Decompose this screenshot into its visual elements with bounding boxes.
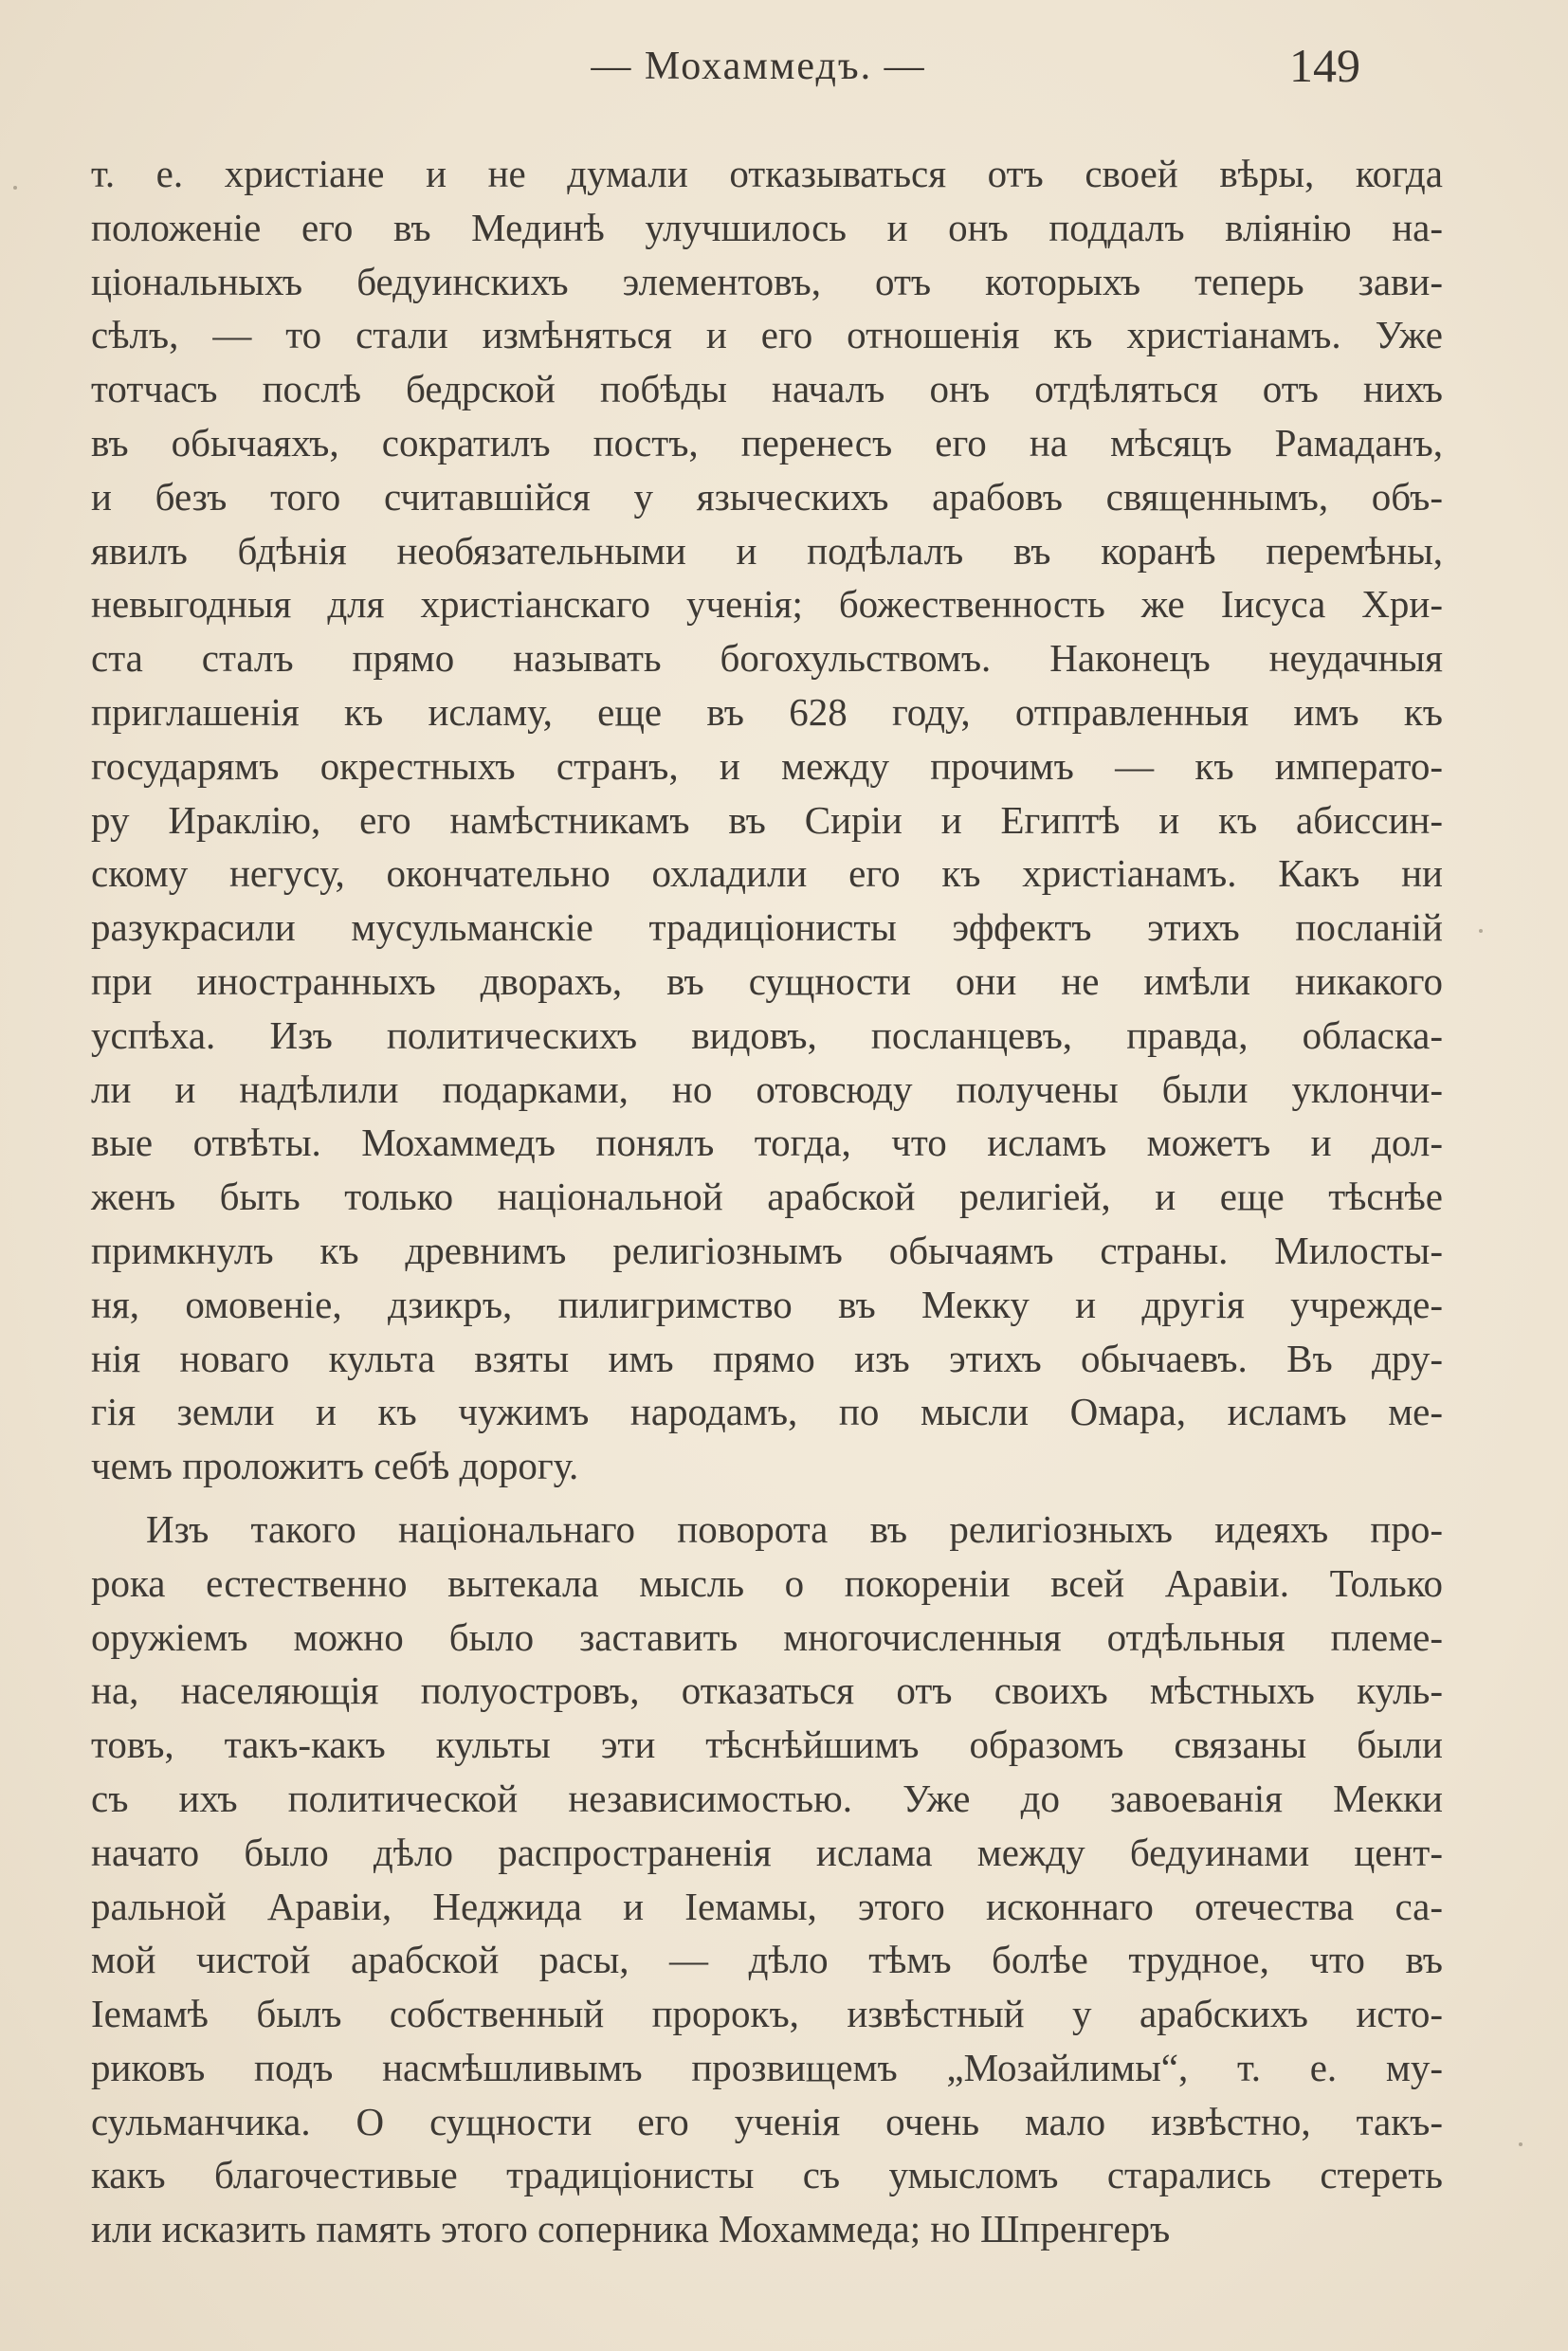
text-line: ста сталъ прямо называть богохульствомъ. Наконецъ неудачныя xyxy=(91,636,1443,681)
paper-speck xyxy=(13,186,17,190)
text-line: примкнулъ къ древнимъ религіознымъ обычаямъ страны. Милосты- xyxy=(91,1228,1443,1272)
text-line: риковъ подъ насмѣшливымъ прозвищемъ „Мозайлимы“, т. е. му- xyxy=(91,2045,1443,2089)
text-line: успѣха. Изъ политическихъ видовъ, посланцевъ, правда, обласка- xyxy=(91,1012,1443,1057)
text-line: сульманчика. О сущности его ученія очень мало извѣстно, такъ- xyxy=(91,2099,1443,2143)
text-line: мой чистой арабской расы, — дѣло тѣмъ болѣе трудное, что въ xyxy=(91,1938,1443,1982)
text-line: Іемамѣ былъ собственный пророкъ, извѣстный у арабскихъ исто- xyxy=(91,1992,1443,2036)
text-line: на, населяющія полуостровъ, отказаться отъ своихъ мѣстныхъ куль- xyxy=(91,1668,1443,1713)
text-line: чемъ проложитъ себѣ дорогу. xyxy=(91,1444,579,1488)
text-line: или исказить память этого соперника Мохаммеда; но Шпренгеръ xyxy=(91,2207,1171,2251)
text-line: ли и надѣлили подарками, но отовсюду получены были уклончи- xyxy=(91,1066,1443,1111)
text-line: оружіемъ можно было заставить многочисленныя отдѣльныя племе- xyxy=(91,1614,1443,1659)
text-line: начато было дѣло распространенія ислама между бедуинами цент- xyxy=(91,1830,1443,1874)
paragraph xyxy=(91,147,1443,1493)
text-line: какъ благочестивые традиціонисты съ умысломъ старались стереть xyxy=(91,2153,1443,2197)
page-number: 149 xyxy=(1289,39,1360,92)
text-line: Изъ такого національнаго поворота въ религіозныхъ идеяхъ про- xyxy=(146,1506,1443,1551)
running-title: — Мохаммедъ. — xyxy=(591,45,926,88)
paper-speck xyxy=(1479,929,1483,933)
text-line: государямъ окрестныхъ странъ, и между прочимъ — къ императо- xyxy=(91,743,1443,788)
text-line: товъ, такъ-какъ культы эти тѣснѣйшимъ образомъ связаны были xyxy=(91,1722,1443,1767)
text-line: приглашенія къ исламу, еще въ 628 году, отправленныя имъ къ xyxy=(91,689,1443,734)
text-line: ціональныхъ бедуинскихъ элементовъ, отъ которыхъ теперь зави- xyxy=(91,259,1443,303)
text-line: вые отвѣты. Мохаммедъ понялъ тогда, что исламъ можетъ и дол- xyxy=(91,1121,1443,1165)
paper-speck xyxy=(1519,2142,1522,2146)
body-text xyxy=(91,147,1443,2256)
text-line: тотчасъ послѣ бедрской побѣды началъ онъ отдѣляться отъ нихъ xyxy=(91,367,1443,411)
text-line: сѣлъ, — то стали измѣняться и его отношенія къ христіанамъ. Уже xyxy=(91,313,1443,357)
text-line: нія новаго культа взяты имъ прямо изъ этихъ обычаевъ. Въ дру- xyxy=(91,1336,1443,1380)
text-line: явилъ бдѣнія необязательными и подѣлалъ въ коранѣ перемѣны, xyxy=(91,528,1443,573)
text-line: въ обычаяхъ, сократилъ постъ, перенесъ его на мѣсяцъ Рамаданъ, xyxy=(91,420,1443,465)
text-line: женъ быть только національной арабской религіей, и еще тѣснѣе xyxy=(91,1175,1443,1219)
text-line: разукрасили мусульманскіе традиціонисты эффектъ этихъ посланій xyxy=(91,905,1443,950)
page-header xyxy=(0,39,1568,110)
text-line: ральной Аравіи, Неджида и Іемамы, этого исконнаго отечества са- xyxy=(91,1884,1443,1928)
text-line: ру Ираклію, его намѣстникамъ въ Сиріи и Египтѣ и къ абиссин- xyxy=(91,797,1443,842)
text-line: съ ихъ политической независимостью. Уже до завоеванія Мекки xyxy=(91,1776,1443,1820)
text-line: т. е. христіане и не думали отказываться отъ своей вѣры, когда xyxy=(91,152,1443,195)
text-line: скому негусу, окончательно охладили его къ христіанамъ. Какъ ни xyxy=(91,851,1443,896)
text-line: положеніе его въ Мединѣ улучшилось и онъ поддалъ вліянію на- xyxy=(91,205,1443,249)
text-line: ня, омовеніе, дзикръ, пилигримство въ Мекку и другія учрежде- xyxy=(91,1282,1443,1326)
text-line: гія земли и къ чужимъ народамъ, по мысли Омара, исламъ ме- xyxy=(91,1390,1443,1434)
text-line: рока естественно вытекала мысль о покореніи всей Аравіи. Только xyxy=(91,1560,1443,1605)
text-line: при иностранныхъ дворахъ, въ сущности они не имѣли никакого xyxy=(91,958,1443,1003)
text-line: и безъ того считавшійся у языческихъ арабовъ священнымъ, объ- xyxy=(91,474,1443,519)
paragraph xyxy=(91,1503,1443,2256)
text-line: невыгодныя для христіанскаго ученія; божественность же Іисуса Хри- xyxy=(91,582,1443,627)
